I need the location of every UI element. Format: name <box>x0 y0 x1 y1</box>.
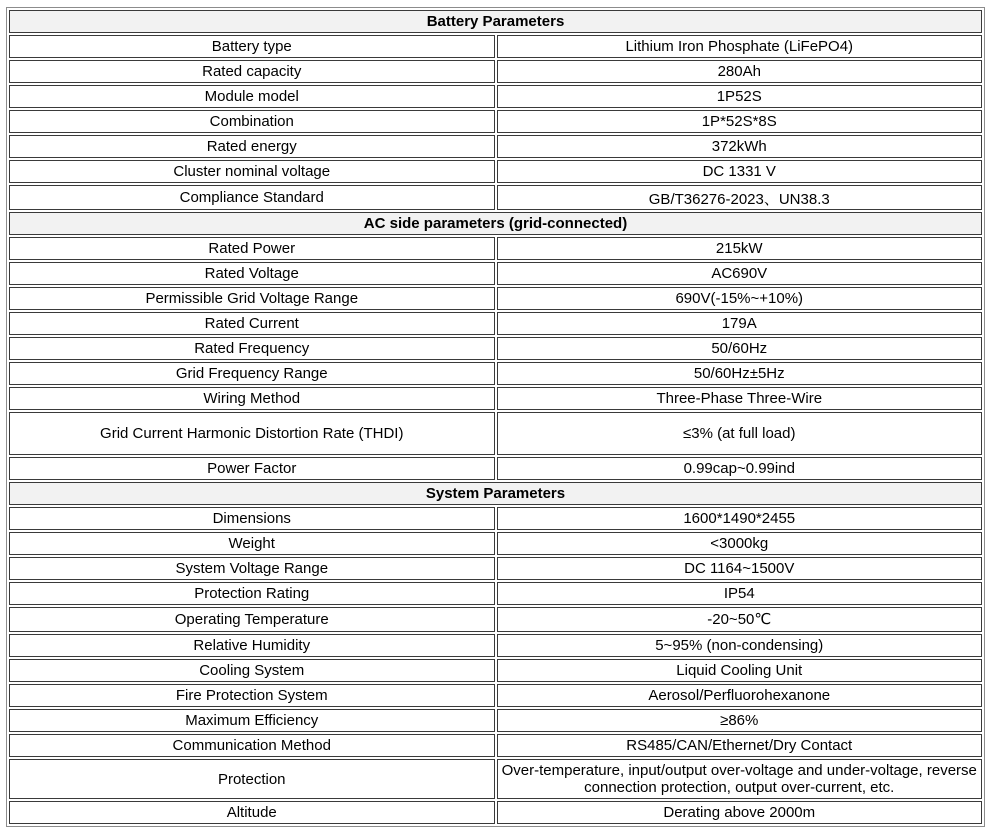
param-value: <3000kg <box>497 532 983 555</box>
table-row <box>9 60 982 83</box>
table-row <box>9 362 982 385</box>
table-row <box>9 607 982 632</box>
table-row <box>9 532 982 555</box>
table-row <box>9 337 982 360</box>
param-label: Rated energy <box>9 135 495 158</box>
param-label: Relative Humidity <box>9 634 495 657</box>
param-label: Grid Frequency Range <box>9 362 495 385</box>
param-label: Power Factor <box>9 457 495 480</box>
table-row <box>9 659 982 682</box>
table-row <box>9 557 982 580</box>
param-label: Module model <box>9 85 495 108</box>
table-row <box>9 734 982 757</box>
param-value: Over-temperature, input/output over-voltage and under-voltage, reverse connection protection, output over-current, etc. <box>497 759 983 799</box>
table-row <box>9 135 982 158</box>
param-value: 1P*52S*8S <box>497 110 983 133</box>
param-value: 50/60Hz <box>497 337 983 360</box>
param-label: Combination <box>9 110 495 133</box>
table-row <box>9 507 982 530</box>
table-row <box>9 684 982 707</box>
param-value: AC690V <box>497 262 983 285</box>
param-value: 179A <box>497 312 983 335</box>
table-row <box>9 312 982 335</box>
table-row <box>9 582 982 605</box>
param-label: Protection <box>9 759 495 799</box>
param-value: 372kWh <box>497 135 983 158</box>
param-label: Cluster nominal voltage <box>9 160 495 183</box>
param-label: Cooling System <box>9 659 495 682</box>
table-row <box>9 35 982 58</box>
param-label: Rated Voltage <box>9 262 495 285</box>
table-row <box>9 85 982 108</box>
table-row <box>9 185 982 210</box>
param-label: Operating Temperature <box>9 607 495 632</box>
param-value: 1600*1490*2455 <box>497 507 983 530</box>
param-value: Liquid Cooling Unit <box>497 659 983 682</box>
parameters-table <box>6 7 985 827</box>
param-label: Battery type <box>9 35 495 58</box>
param-value: GB/T36276-2023、UN38.3 <box>497 185 983 210</box>
param-value: -20~50℃ <box>497 607 983 632</box>
section-title-system: System Parameters <box>9 482 982 505</box>
param-label: Weight <box>9 532 495 555</box>
param-label: Dimensions <box>9 507 495 530</box>
param-label: Rated Current <box>9 312 495 335</box>
param-label: Fire Protection System <box>9 684 495 707</box>
param-value: 50/60Hz±5Hz <box>497 362 983 385</box>
param-value: ≤3% (at full load) <box>497 412 983 455</box>
param-value: 280Ah <box>497 60 983 83</box>
table-row <box>9 287 982 310</box>
param-label: Protection Rating <box>9 582 495 605</box>
table-row <box>9 709 982 732</box>
param-value: Derating above 2000m <box>497 801 983 824</box>
param-value: 0.99cap~0.99ind <box>497 457 983 480</box>
param-value: Lithium Iron Phosphate (LiFePO4) <box>497 35 983 58</box>
param-label: Grid Current Harmonic Distortion Rate (THDI) <box>9 412 495 455</box>
param-value: DC 1164~1500V <box>497 557 983 580</box>
param-label: Maximum Efficiency <box>9 709 495 732</box>
param-value: 690V(-15%~+10%) <box>497 287 983 310</box>
param-label: Rated capacity <box>9 60 495 83</box>
table-row <box>9 110 982 133</box>
section-title-ac: AC side parameters (grid-connected) <box>9 212 982 235</box>
param-label: Communication Method <box>9 734 495 757</box>
section-title-battery: Battery Parameters <box>9 10 982 33</box>
param-value: DC 1331 V <box>497 160 983 183</box>
param-value: ≥86% <box>497 709 983 732</box>
param-value: Aerosol/Perfluorohexanone <box>497 684 983 707</box>
table-row <box>9 412 982 455</box>
param-value: 1P52S <box>497 85 983 108</box>
param-label: Wiring Method <box>9 387 495 410</box>
param-label: Altitude <box>9 801 495 824</box>
param-value: Three-Phase Three-Wire <box>497 387 983 410</box>
param-value: IP54 <box>497 582 983 605</box>
table-row <box>9 160 982 183</box>
section-header-row <box>9 482 982 505</box>
param-label: System Voltage Range <box>9 557 495 580</box>
param-value: RS485/CAN/Ethernet/Dry Contact <box>497 734 983 757</box>
table-row <box>9 759 982 799</box>
param-label: Compliance Standard <box>9 185 495 210</box>
param-value: 5~95% (non-condensing) <box>497 634 983 657</box>
table-row <box>9 387 982 410</box>
param-label: Permissible Grid Voltage Range <box>9 287 495 310</box>
param-label: Rated Frequency <box>9 337 495 360</box>
section-header-row <box>9 10 982 33</box>
table-row <box>9 262 982 285</box>
table-row <box>9 634 982 657</box>
table-row <box>9 237 982 260</box>
section-header-row <box>9 212 982 235</box>
param-label: Rated Power <box>9 237 495 260</box>
table-row <box>9 457 982 480</box>
param-value: 215kW <box>497 237 983 260</box>
table-row <box>9 801 982 824</box>
